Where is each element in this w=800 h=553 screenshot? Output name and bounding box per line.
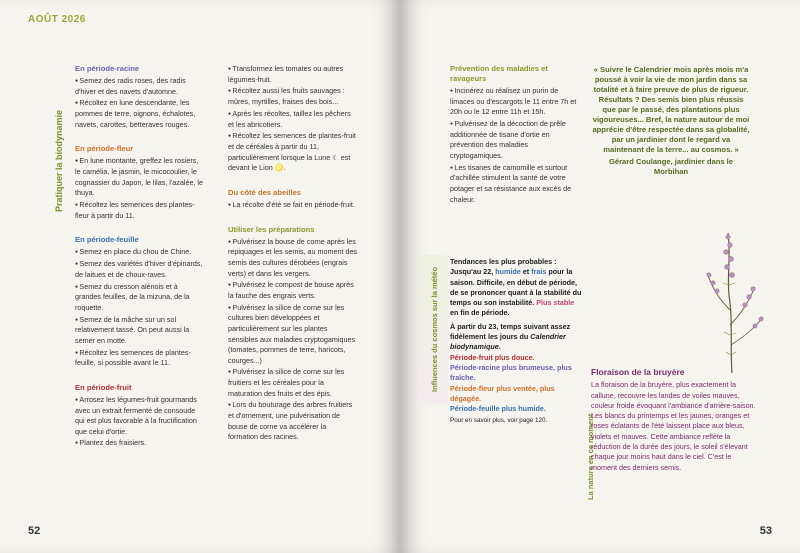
abeilles-title: Du côté des abeilles xyxy=(228,187,302,197)
column-2 xyxy=(228,64,358,457)
section-maladies xyxy=(450,64,580,205)
list-item: ● Semez du cresson alénois et à grandes feuilles, de la mizuna, de la roquette. xyxy=(75,282,205,314)
racine-title: En période-racine xyxy=(75,64,140,73)
list-item: ● Semez de la mâche sur un sol relativement tassé. On peut aussi la semer en motte. xyxy=(75,315,205,347)
list-item: ● Pulvérisez la silice de corne sur les fruitiers et les céréales pour la maturation des fruits et des épis. xyxy=(228,367,358,399)
testimonial-quote xyxy=(591,65,751,177)
month-header: AOÛT 2026 xyxy=(28,14,86,25)
trends-intro: Tendances les plus probables : xyxy=(450,257,557,266)
text-run: en fin de période. xyxy=(450,308,510,318)
page-number-left: 52 xyxy=(28,525,41,537)
list-item: ● La récolte d'été se fait en période-fruit. xyxy=(228,200,358,211)
list-item: ● Après les récoltes, taillez les pêchers et les abricotiers. xyxy=(228,109,358,130)
list-item: ● Transformez les tomates ou autres légumes-fruit. xyxy=(228,64,358,85)
trends-more: Pour en savoir plus, voir page 120. xyxy=(450,417,548,425)
trend-fruit: Période-fruit plus douce. xyxy=(450,352,535,362)
fruit-title: En période-fruit xyxy=(75,382,132,392)
list-item: ● Récoltez les semences de plantes-feuille, si possible avant le 11. xyxy=(75,348,205,369)
trends-paragraph-2 xyxy=(450,322,582,353)
weather-trends xyxy=(450,257,582,427)
list-item: ● Arrosez les légumes-fruit gourmands avec un extrait fermenté de consoude qui est plus favorable à la fructification que celui d'ortie. xyxy=(75,395,205,438)
list-item: ● Récoltez les semences des plantes-fleur à partir du 11. xyxy=(75,200,205,221)
floraison-box xyxy=(591,367,756,473)
maladies-title: Prévention des maladies et ravageurs xyxy=(450,64,548,83)
trend-fleur: Période-fleur plus ventée, plus dégagée. xyxy=(450,383,555,403)
calendar-title: Calendrier biodynamique xyxy=(450,332,566,352)
list-item: ● Pulvérisez la silice de corne sur les cultures bien développées et particulièrement sur les plantes sensibles aux maladies cryptogamiques (tomates, pommes de terre, haricots, courges...) xyxy=(228,303,358,367)
text-run: À partir du 23, temps suivant assez fidèlement les jours du xyxy=(450,321,571,342)
list-item: ● Pulvérisez la bouse de corne après les repiquages et les semis, au moment des semis des cultures dérobées (engrais verts) et dans les vergers. xyxy=(228,237,358,280)
humid-word: humide xyxy=(495,267,521,277)
list-item: ● Semez en place du chou de Chine. xyxy=(75,247,205,258)
section-preparations xyxy=(228,225,358,443)
feuille-title: En période-feuille xyxy=(75,235,139,245)
list-item: ● Semez des radis roses, des radis d'hiver et des navets d'automne. xyxy=(75,76,205,97)
fleur-title: En période-fleur xyxy=(75,144,134,154)
preparations-title: Utiliser les préparations xyxy=(228,224,315,234)
side-label-biodynamie: Pratiquer la biodynamie xyxy=(54,109,64,212)
quote-author: Gérard Coulange, jardinier dans le Morbihan xyxy=(608,157,734,176)
section-fleur xyxy=(75,144,205,221)
text-run: . xyxy=(498,342,501,352)
side-label-cosmos: Influences du cosmos sur la météo xyxy=(430,266,439,392)
right-page xyxy=(400,0,800,553)
trend-feuille: Période-feuille plus humide. xyxy=(450,404,546,414)
floraison-title: Floraison de la bruyère xyxy=(591,367,685,377)
list-item: ● Les tisanes de camomille et surtout d'achillée stimulent la santé de votre potager et sa résistance aux excès de chaleur. xyxy=(450,163,580,206)
stable-word: Plus stable xyxy=(536,298,575,308)
quote-text: « Suivre le Calendrier mois après mois m'a poussé à voir la vie de mon jardin dans sa totalité et à faire preuve de plus de rigueur. Résultats ? Des semis bien plus réussis que par le passé, des plantations plus vigoureuses... Bref, la nature autour de moi apprécie d'être respectée dans sa globalité, par un jardinier dont le regard va maintenant de la terre... au cosmos. » xyxy=(592,65,750,154)
list-item: ● Lors du bouturage des arbres fruitiers et d'ornement, une pulvérisation de bouse de corne va accélérer la formation des racines. xyxy=(228,400,358,443)
floraison-text: La floraison de la bruyère, plus exactement la callune, recouvre les landes de voiles mauves, couleur froide évoquant l'ambiance d'arrière-saison. Les blancs du printemps et les jaunes, oranges et roses éclatants de l'été laissent place aux bleus, violets et mauves. Cette ambiance reflète la réduction de la durée des jours, le soleil s'élevant chaque jour moins haut dans le ciel. C'est le moment des derniers semis. xyxy=(591,380,756,472)
list-item: ● Récoltez aussi les fruits sauvages : mûres, myrtilles, fraises des bois... xyxy=(228,86,358,107)
list-item: ● Incinérez ou réalisez un purin de limaces ou d'escargots le 11 entre 7h et 20h ou le 12 entre 11h et 15h. xyxy=(450,86,580,118)
list-item: ● Récoltez les semences de plantes-fruit et de céréales à partir du 11, particulièrement lorsque la Lune ☾ est devant le Lion ♌. xyxy=(228,131,358,174)
list-item: ● Semez des variétés d'hiver d'épinards, de laitues et de choux-raves. xyxy=(75,259,205,280)
column-maladies xyxy=(450,64,580,219)
trend-racine: Période-racine plus brumeuse, plus fraîche. xyxy=(450,362,572,383)
section-fruit-continued xyxy=(228,64,358,174)
list-item: ● Pulvérisez de la décoction de prêle additionnée de tisane d'ortie en prévention des maladies cryptogamiques. xyxy=(450,119,580,162)
trends-paragraph-1 xyxy=(450,267,582,318)
section-abeilles xyxy=(228,188,358,211)
list-item: ● Plantez des fraisiers. xyxy=(75,438,205,449)
column-1 xyxy=(75,64,205,463)
section-racine xyxy=(75,64,205,130)
side-label-nature: La nature en ce moment xyxy=(586,413,595,500)
list-item: ● En lune montante, greffez les rosiers, le camélia, le jasmin, le micocoulier, le cognassier du Japon, le lilas, l'azalée, le thuya. xyxy=(75,156,205,199)
page-number-right: 53 xyxy=(759,525,772,537)
text-run: Jusqu'au 22, xyxy=(450,267,496,277)
section-feuille xyxy=(75,235,205,369)
list-item: ● Pulvérisez le compost de bouse après la fauche des engrais verts. xyxy=(228,280,358,301)
section-fruit xyxy=(75,383,205,449)
cool-word: frais xyxy=(531,267,547,277)
heather-illustration xyxy=(685,225,780,375)
text-run: et xyxy=(520,267,532,277)
list-item: ● Récoltez en lune descendante, les pommes de terre, oignons, échalotes, navets, carottes, betteraves rouges. xyxy=(75,98,205,130)
text-run: pour la saison. Difficile, en début de période, de se prononcer quant à la stabilité du temps ou son instabilité. xyxy=(450,267,582,308)
